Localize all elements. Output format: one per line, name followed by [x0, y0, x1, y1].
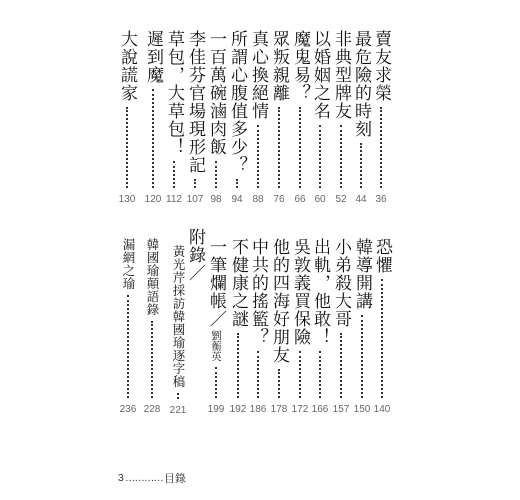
toc-entry [309, 30, 331, 206]
appendix-entry-title: 漏網之瑜 [121, 238, 136, 290]
dotted-leader [236, 179, 238, 188]
dotted-leader [340, 125, 342, 188]
dotted-leader [380, 107, 382, 188]
dotted-leader [215, 367, 217, 399]
dotted-leader [173, 161, 175, 188]
toc-entry-title: 賣友求榮 [371, 30, 391, 102]
dotted-leader [257, 351, 259, 398]
toc-entry-title: 非典型牌友 [331, 30, 351, 120]
appendix-entry [141, 238, 163, 416]
toc-entry [289, 30, 311, 206]
toc-entry-title: 李佳芬官場現形記 [185, 30, 205, 174]
toc-entry-title: 吳敦義買保險 [290, 238, 310, 346]
toc-entry-page: 112 [166, 194, 182, 205]
toc-entry [226, 30, 248, 206]
appendix-entry [117, 238, 139, 416]
toc-entry-page: 140 [373, 404, 391, 415]
toc-entry [268, 30, 290, 206]
toc-entry-title: 小弟殺大哥 [331, 238, 351, 328]
dotted-leader [278, 107, 280, 188]
toc-entry-title: 恐懼 [372, 238, 392, 274]
toc-entry [309, 238, 331, 416]
dotted-leader [126, 107, 128, 188]
toc-entry-page: 166 [311, 404, 329, 415]
toc-entry-title: 魔鬼易？ [290, 30, 310, 102]
toc-entry-page: 60 [314, 194, 326, 205]
toc-entry-page: 94 [231, 194, 243, 205]
toc-entry-title: 大說謊家 [117, 30, 137, 102]
toc-entry-title: 最危險的時刻 [351, 30, 371, 138]
toc-entry-title: 中共的搖籃？ [248, 238, 268, 346]
dotted-leader [381, 279, 383, 398]
toc-entry [370, 30, 392, 206]
toc-entry-page: 36 [375, 194, 387, 205]
dotted-leader [319, 351, 321, 398]
dotted-leader [319, 125, 321, 188]
dotted-leader [237, 333, 239, 398]
toc-entry-page: 107 [186, 194, 204, 205]
toc-entry-page: 192 [229, 404, 247, 415]
toc-entry-title: 草包，大草包！ [164, 30, 184, 156]
dotted-leader [151, 321, 153, 398]
toc-entry [184, 30, 206, 206]
page-number: 3 [118, 472, 124, 484]
dotted-leader [257, 125, 259, 188]
toc-entry-page: 130 [118, 194, 136, 205]
dotted-leader [215, 161, 217, 188]
appendix-entry-title: 黃光芹採訪韓國瑜逐字稿 [171, 245, 186, 388]
toc-entry-title: 一筆爛帳／ [206, 238, 226, 328]
toc-entry [227, 238, 249, 416]
toc-entry [330, 30, 352, 206]
toc-entry-page: 88 [252, 194, 264, 205]
dotted-leader [299, 351, 301, 398]
toc-entry [205, 30, 227, 206]
toc-entry-page: 44 [355, 194, 367, 205]
toc-entry-title: 眾叛親離 [269, 30, 289, 102]
dotted-leader [152, 89, 154, 188]
dotted-leader [127, 295, 129, 398]
toc-entry-title: 韓導開講 [352, 238, 372, 310]
toc-entry-page: 120 [144, 194, 162, 205]
toc-entry [163, 30, 185, 206]
page-footer [118, 470, 186, 486]
toc-entry-page: 52 [335, 194, 347, 205]
toc-entry-page: 98 [210, 194, 222, 205]
toc-entry-title: 以婚姻之名 [310, 30, 330, 120]
footer-section-label: 目錄 [163, 472, 186, 485]
toc-entry-author: 劉蘅英 [210, 330, 222, 362]
toc-entry-page: 172 [291, 404, 309, 415]
toc-entry-page: 66 [294, 194, 306, 205]
dotted-leader [360, 143, 362, 188]
appendix-entry-page: 228 [143, 404, 161, 415]
toc-entry-page: 157 [332, 404, 350, 415]
toc-entry-title: 出軌，他敢！ [310, 238, 330, 346]
appendix-entry [167, 245, 189, 416]
toc-entry [351, 238, 373, 416]
dotted-leader [361, 315, 363, 398]
toc-entry-page: 186 [249, 404, 267, 415]
toc-entry-title: 他的四海好朋友 [269, 238, 289, 364]
appendix-entry-title: 韓國瑜顛語錄 [145, 238, 160, 316]
dotted-leader [194, 179, 196, 188]
toc-entry [330, 238, 352, 416]
toc-entry [289, 238, 311, 416]
dotted-leader [278, 369, 280, 398]
appendix-entry-page: 236 [119, 404, 137, 415]
toc-entry [142, 30, 164, 206]
footer-leader: ………… [124, 472, 163, 484]
toc-entry-page: 150 [353, 404, 371, 415]
toc-entry [247, 238, 269, 416]
toc-entry [371, 238, 393, 416]
toc-entry [268, 238, 290, 416]
appendix-entry-page: 221 [169, 405, 187, 416]
toc-entry [205, 238, 227, 416]
toc-entry-title: 所謂心腹值多少？ [227, 30, 247, 174]
appendix-label: 附錄／ [185, 228, 205, 282]
toc-entry-page: 199 [207, 404, 225, 415]
toc-entry-title: 真心換絕情 [248, 30, 268, 120]
dotted-leader [177, 393, 179, 399]
toc-entry [247, 30, 269, 206]
toc-entry [350, 30, 372, 206]
toc-entry-page: 76 [273, 194, 285, 205]
toc-entry-title: 不健康之謎 [228, 238, 248, 328]
toc-entry-page: 178 [270, 404, 288, 415]
toc-entry [116, 30, 138, 206]
toc-entry-title: 一百萬碗滷肉飯 [206, 30, 226, 156]
dotted-leader [340, 333, 342, 398]
dotted-leader [299, 107, 301, 188]
toc-entry-title: 遲到魔 [143, 30, 163, 84]
